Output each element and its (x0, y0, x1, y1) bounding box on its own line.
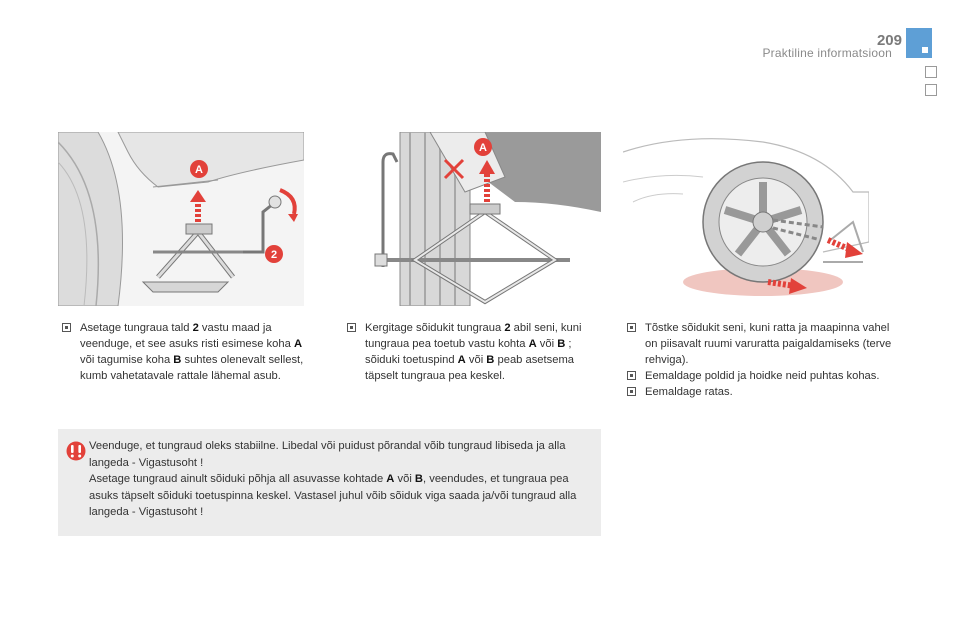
fig1-label-a: A (195, 164, 203, 176)
ref-key: B (557, 338, 566, 350)
instructions-column-2 (343, 320, 588, 384)
warning-box (58, 429, 601, 536)
list-item (623, 368, 893, 384)
wheel-removal-illustration (623, 132, 869, 306)
text-run: või (536, 338, 558, 350)
fig2-label-a: A (479, 142, 487, 154)
ref-key: B (173, 354, 182, 366)
warning-line-2 (89, 471, 589, 521)
figure-jack-placement (58, 132, 304, 306)
figure-wheel-removal (623, 132, 869, 306)
bullet-square-icon (627, 323, 636, 332)
text-run: Eemaldage ratas. (645, 386, 733, 398)
text-run: või (465, 354, 487, 366)
instructions-column-1 (58, 320, 308, 384)
instructions-column-3 (623, 320, 893, 400)
ref-key: A (528, 338, 537, 350)
text-run: või (394, 473, 415, 485)
bullet-square-icon (627, 371, 636, 380)
text-run: ; sõiduki toetuspind (365, 338, 572, 366)
jack-raising-illustration (355, 132, 601, 306)
text-run: suhtes olenevalt sellest, kumb vahetatavale rattale lähemal asub. (80, 354, 304, 382)
ref-key: 2 (192, 322, 199, 334)
warning-text (89, 438, 589, 521)
ref-key: B (414, 473, 424, 485)
text-run: Kergitage sõidukit tungraua (365, 322, 505, 334)
ref-key: B (486, 354, 495, 366)
text-run: Eemaldage poldid ja hoidke neid puhtas kohas. (645, 370, 880, 382)
warning-line-1: Veenduge, et tungraud oleks stabiilne. Libedal või puidust põrandal võib tungraud libiseda ja alla langeda - Vigastusoht ! (89, 440, 566, 469)
chapter-tab-empty-1 (925, 66, 937, 78)
list-item (58, 320, 308, 384)
text-run: , veendudes, et tungraua pea asuks täpselt sõiduki toetuspinna keskel. Vastasel juhul võib sõiduk viga saada ja/või tungraud alla langeda - Vigastusoht ! (89, 473, 577, 518)
ref-key: A (293, 338, 303, 350)
list-item (343, 320, 588, 384)
chapter-tab-marker (922, 47, 928, 53)
chapter-tab-empty-2 (925, 84, 937, 96)
bullet-square-icon (627, 387, 636, 396)
bullet-square-icon (62, 323, 71, 332)
text-run: abil seni, kuni tungraua pea toetub vastu kohta (365, 322, 582, 350)
page-number: 209 (876, 32, 902, 49)
text-run: peab asetsema täpselt tungraua pea keskel. (365, 354, 574, 382)
chapter-tab (906, 28, 932, 58)
ref-key: A (386, 473, 395, 485)
jack-placement-illustration (58, 132, 304, 306)
text-run: Tõstke sõidukit seni, kuni ratta ja maapinna vahel on piisavalt ruumi varuratta paigaldamiseks (terve rehviga). (645, 322, 892, 366)
bullet-square-icon (347, 323, 356, 332)
list-item (623, 384, 893, 400)
warning-exclamation-icon (66, 441, 86, 461)
text-run: Asetage tungraua tald (80, 322, 193, 334)
figure-jack-raising (355, 132, 601, 306)
text-run: vastu maad ja veenduge, et see asuks risti esimese koha (80, 322, 294, 350)
text-run: või tagumise koha (80, 354, 174, 366)
ref-key: A (457, 354, 466, 366)
list-item (623, 320, 893, 368)
ref-key: 2 (504, 322, 511, 334)
section-title: Praktiline informatsioon (762, 46, 892, 60)
text-run: Asetage tungraud ainult sõiduki põhja all asuvasse kohtade (89, 473, 387, 485)
fig1-label-2: 2 (270, 249, 278, 261)
